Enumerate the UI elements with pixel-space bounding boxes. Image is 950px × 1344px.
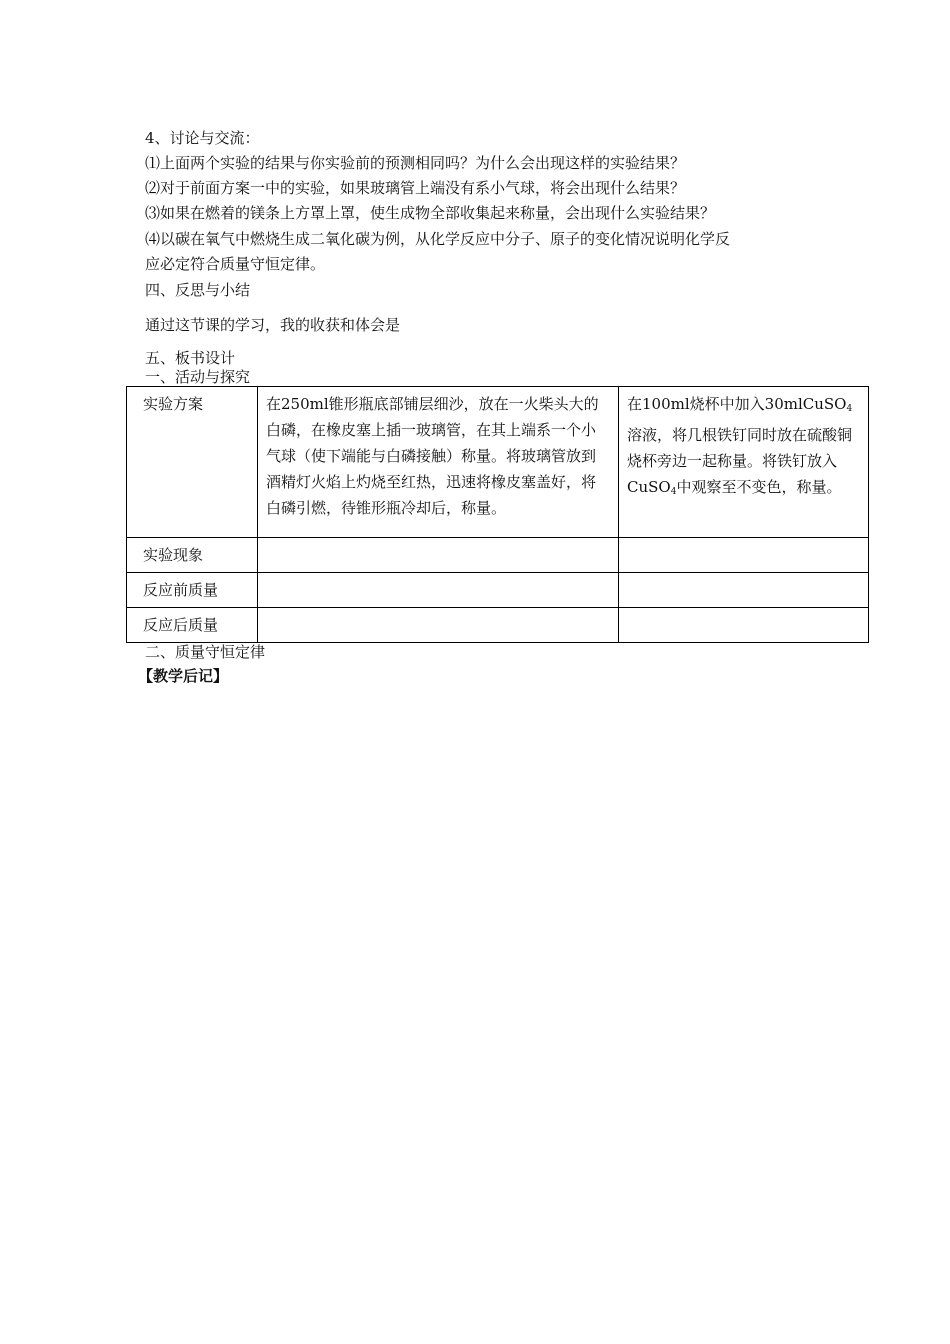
discussion-question-3: ⑶如果在燃着的镁条上方罩上罩，使生成物全部收集起来称量，会出现什么实验结果？	[145, 204, 716, 222]
empty-cell	[619, 573, 869, 608]
row-label-plan: 实验方案	[127, 387, 258, 538]
reflection-text: 通过这节课的学习，我的收获和体会是	[145, 316, 401, 334]
table-row	[127, 608, 869, 643]
plan-b-text-2: 溶液，将几根铁钉同时放在硫酸铜烧杯旁边一起称量。将铁钉放入CuSO	[627, 426, 853, 496]
empty-cell	[258, 573, 619, 608]
experiment-table	[126, 386, 863, 643]
table-row	[127, 538, 869, 573]
empty-cell	[258, 538, 619, 573]
empty-cell	[258, 608, 619, 643]
discussion-question-1: ⑴上面两个实验的结果与你实验前的预测相同吗？为什么会出现这样的实验结果？	[145, 154, 686, 172]
row-label-mass-after: 反应后质量	[127, 608, 258, 643]
plan-b-text-1: 在100ml烧杯中加入30mlCuSO	[627, 395, 847, 413]
section-activity-inquiry: 一、活动与探究	[145, 368, 251, 386]
discussion-heading: 4、讨论与交流：	[145, 129, 260, 147]
discussion-question-2: ⑵对于前面方案一中的实验，如果玻璃管上端没有系小气球，将会出现什么结果？	[145, 179, 686, 197]
empty-cell	[619, 608, 869, 643]
discussion-question-4-line2: 应必定符合质量守恒定律。	[145, 255, 326, 273]
reflection-heading: 四、反思与小结	[145, 281, 251, 299]
plan-phosphorus-cell: 在250ml锥形瓶底部铺层细沙，放在一火柴头大的白磷，在橡皮塞上插一玻璃管，在其上端系一个小气球（使下端能与白磷接触）称量。将玻璃管放到酒精灯火焰上灼烧至红热，迅速将橡皮塞盖好，将白磷引燃，待锥形瓶冷却后，称量。	[258, 387, 619, 538]
table-row	[127, 573, 869, 608]
plan-copper-sulfate-cell	[619, 387, 869, 538]
board-design-heading: 五、板书设计	[145, 349, 236, 367]
discussion-question-4-line1: ⑷以碳在氧气中燃烧生成二氧化碳为例，从化学反应中分子、原子的变化情况说明化学反	[145, 230, 731, 248]
plan-b-subscript-1: 4	[846, 404, 853, 414]
section-conservation-law: 二、质量守恒定律	[145, 643, 266, 661]
plan-b-subscript-2: 4	[670, 487, 677, 497]
teaching-postscript: 【教学后记】	[138, 667, 229, 685]
plan-b-text-3: 中观察至不变色，称量。	[676, 478, 842, 496]
table-row	[127, 387, 869, 538]
row-label-phenomenon: 实验现象	[127, 538, 258, 573]
row-label-mass-before: 反应前质量	[127, 573, 258, 608]
empty-cell	[619, 538, 869, 573]
